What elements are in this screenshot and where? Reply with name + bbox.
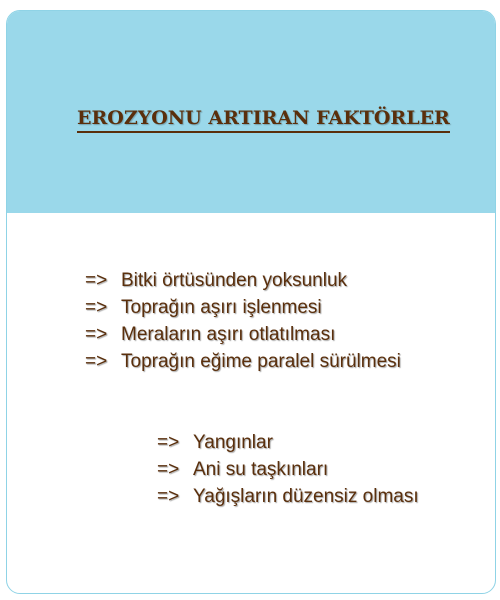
list-item: => Ani su taşkınları — [157, 456, 419, 483]
title-banner — [7, 11, 495, 213]
arrow-bullet: => — [157, 432, 180, 453]
list-item: => Bitki örtüsünden yoksunluk — [85, 267, 401, 294]
list-item: => Toprağın eğime paralel sürülmesi — [85, 348, 401, 375]
list-item: => Yağışların düzensiz olması — [157, 483, 419, 510]
arrow-bullet: => — [157, 459, 180, 480]
factor-list-secondary — [157, 429, 419, 510]
factor-list-primary — [85, 267, 401, 375]
arrow-bullet: => — [85, 324, 108, 345]
arrow-bullet: => — [85, 351, 108, 372]
list-item: => Toprağın aşırı işlenmesi — [85, 294, 401, 321]
list-item: => Meraların aşırı otlatılması — [85, 321, 401, 348]
page-title: EROZYONU ARTIRAN FAKTÖRLER — [77, 107, 450, 133]
arrow-bullet: => — [85, 270, 108, 291]
slide-card — [6, 10, 496, 594]
list-item: => Yangınlar — [157, 429, 419, 456]
arrow-bullet: => — [85, 297, 108, 318]
arrow-bullet: => — [157, 486, 180, 507]
